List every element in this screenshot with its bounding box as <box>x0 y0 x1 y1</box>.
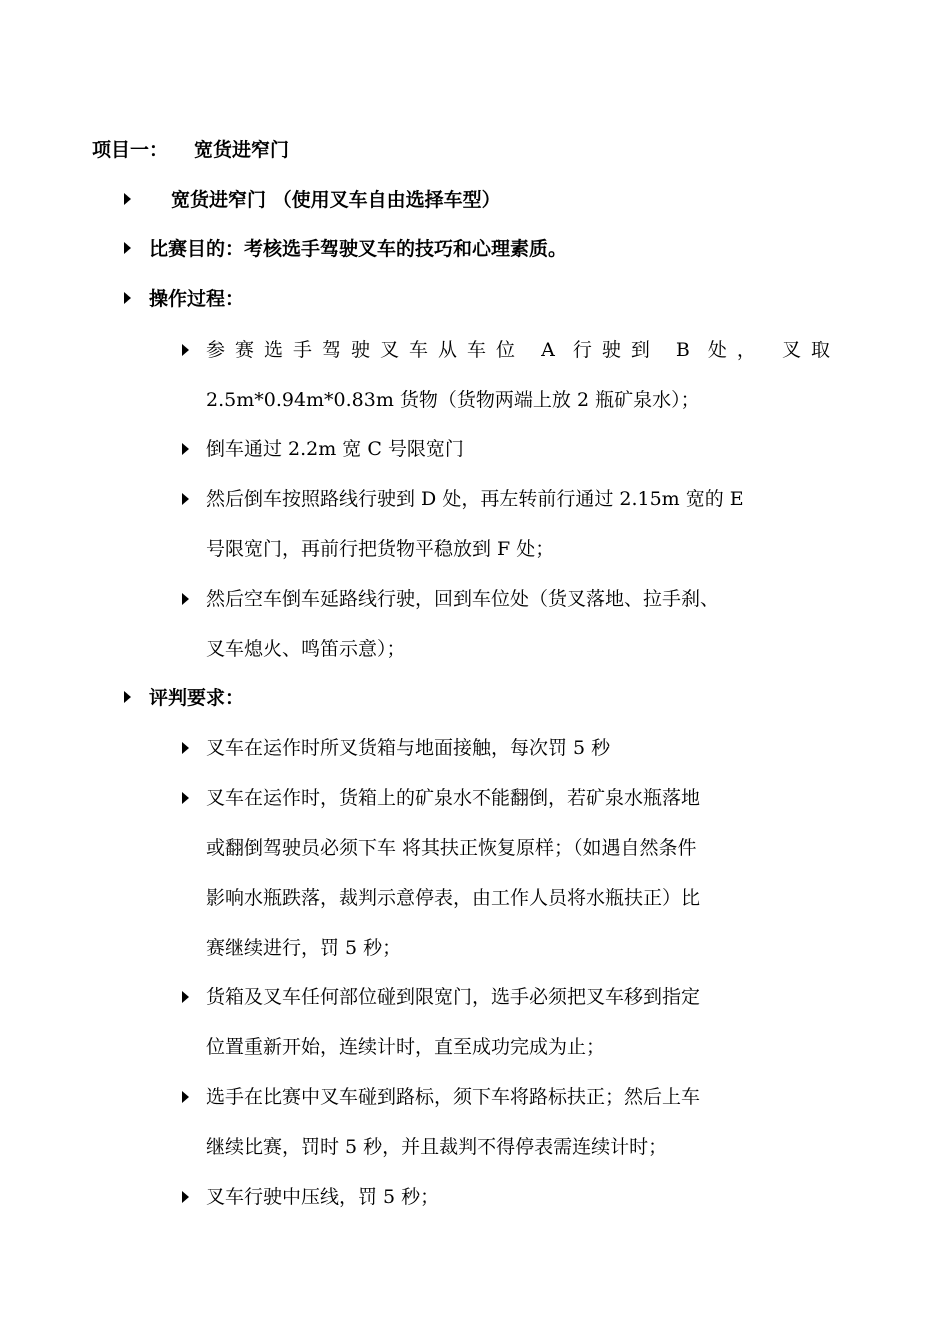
bullet-arrow-icon <box>182 493 189 505</box>
bullet-arrow-icon <box>124 242 131 254</box>
rule-line: 叉车行驶中压线，罚 5 秒； <box>206 1186 440 1208</box>
judging-rule <box>182 773 832 973</box>
section-purpose: 比赛目的：考核选手驾驶叉车的技巧和心理素质。 <box>124 235 567 263</box>
bullet-arrow-icon <box>182 1191 189 1203</box>
bullet-arrow-icon <box>124 691 131 703</box>
rule-line: 或翻倒驾驶员必须下车 将其扶正恢复原样；（如遇自然条件 <box>206 837 697 859</box>
rule-line: 货箱及叉车任何部位碰到限宽门，选手必须把叉车移到指定 <box>206 986 701 1008</box>
section-judging-heading: 评判要求： <box>124 684 244 712</box>
step-line: 参赛选手驾驶叉车从车位 A 行驶到 B 处， 叉取 <box>206 339 832 361</box>
step-line: 然后倒车按照路线行驶到 D 处，再左转前行通过 2.15m 宽的 E <box>206 488 744 510</box>
step-line: 然后空车倒车延路线行驶，回到车位处（货叉落地、拉手刹、 <box>206 588 720 610</box>
rule-line: 影响水瓶跌落，裁判示意停表，由工作人员将水瓶扶正）比 <box>206 887 701 909</box>
rule-line: 选手在比赛中叉车碰到路标，须下车将路标扶正；然后上车 <box>206 1086 701 1108</box>
rule-line: 赛继续进行，罚 5 秒； <box>206 937 402 959</box>
step-line: 号限宽门，再前行把货物平稳放到 F 处； <box>206 538 555 560</box>
section-operation-heading: 操作过程： <box>124 285 244 313</box>
step-line: 2.5m*0.94m*0.83m 货物（货物两端上放 2 瓶矿泉水）； <box>206 389 700 411</box>
bullet-arrow-icon <box>182 593 189 605</box>
project-title-prefix: 项目一： <box>92 139 169 161</box>
judging-rule <box>182 723 832 773</box>
operation-step <box>182 325 832 425</box>
project-title-text: 宽货进窄门 <box>194 139 290 161</box>
bullet-arrow-icon <box>124 292 131 304</box>
bullet-arrow-icon <box>124 193 131 205</box>
bullet-arrow-icon <box>182 1091 189 1103</box>
judging-rule <box>182 972 832 1072</box>
operation-step <box>182 424 832 474</box>
rule-line: 位置重新开始，连续计时，直至成功完成为止； <box>206 1036 606 1058</box>
judging-rule <box>182 1172 832 1222</box>
bullet-arrow-icon <box>182 991 189 1003</box>
section-event-name: 宽货进窄门 （使用叉车自由选择车型） <box>124 186 501 214</box>
bullet-arrow-icon <box>182 443 189 455</box>
rule-line: 叉车在运作时，货箱上的矿泉水不能翻倒，若矿泉水瓶落地 <box>206 787 701 809</box>
judging-rule <box>182 1072 832 1172</box>
bullet-arrow-icon <box>182 792 189 804</box>
step-line: 叉车熄火、鸣笛示意）； <box>206 638 406 660</box>
operation-step <box>182 474 832 574</box>
bullet-arrow-icon <box>182 344 189 356</box>
bullet-arrow-icon <box>182 742 189 754</box>
step-line: 倒车通过 2.2m 宽 C 号限宽门 <box>206 438 464 460</box>
rule-line: 继续比赛，罚时 5 秒，并且裁判不得停表需连续计时； <box>206 1136 668 1158</box>
project-title <box>92 136 289 164</box>
rule-line: 叉车在运作时所叉货箱与地面接触，每次罚 5 秒 <box>206 737 611 759</box>
operation-step <box>182 574 832 674</box>
